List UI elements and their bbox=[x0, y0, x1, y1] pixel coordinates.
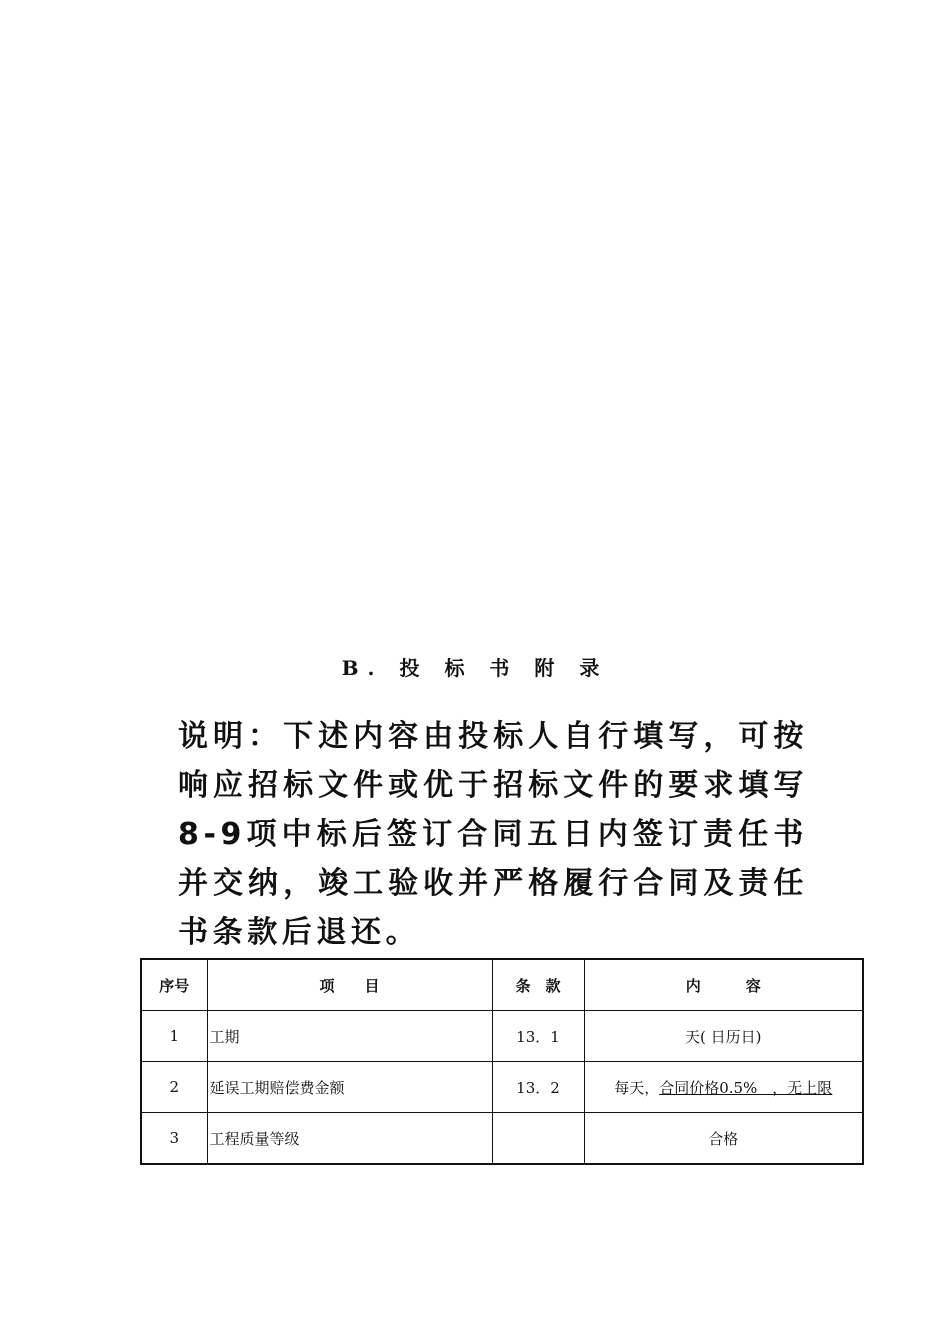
row-clause: 13．2 bbox=[492, 1062, 584, 1113]
row-no: 2 bbox=[141, 1062, 207, 1113]
row-content: 天( 日历日) bbox=[584, 1011, 863, 1062]
row-no: 1 bbox=[141, 1011, 207, 1062]
table-row bbox=[141, 1011, 863, 1062]
table-row bbox=[141, 1062, 863, 1113]
header-content: 内 容 bbox=[584, 959, 863, 1011]
content-underlined: 合同价格0.5% ，无上限 bbox=[659, 1078, 833, 1097]
row-clause bbox=[492, 1113, 584, 1165]
row-content bbox=[584, 1062, 863, 1113]
table-header-row bbox=[141, 959, 863, 1011]
appendix-title: B. 投 标 书 附 录 bbox=[341, 656, 609, 680]
instruction-note: 说明：下述内容由投标人自行填写，可按响应招标文件或优于招标文件的要求填写8-9项中标后签订合同五日内签订责任书并交纳，竣工验收并严格履行合同及责任书条款后退还。 bbox=[178, 719, 808, 950]
row-item: 工期 bbox=[207, 1011, 492, 1062]
appendix-table bbox=[140, 958, 864, 1165]
row-item: 工程质量等级 bbox=[207, 1113, 492, 1165]
row-item: 延误工期赔偿费金额 bbox=[207, 1062, 492, 1113]
table-row bbox=[141, 1113, 863, 1165]
row-no: 3 bbox=[141, 1113, 207, 1165]
header-no: 序号 bbox=[141, 959, 207, 1011]
header-clause: 条 款 bbox=[492, 959, 584, 1011]
row-content: 合格 bbox=[584, 1113, 863, 1165]
header-item: 项 目 bbox=[207, 959, 492, 1011]
content-prefix: 每天， bbox=[614, 1078, 660, 1097]
row-clause: 13．1 bbox=[492, 1011, 584, 1062]
